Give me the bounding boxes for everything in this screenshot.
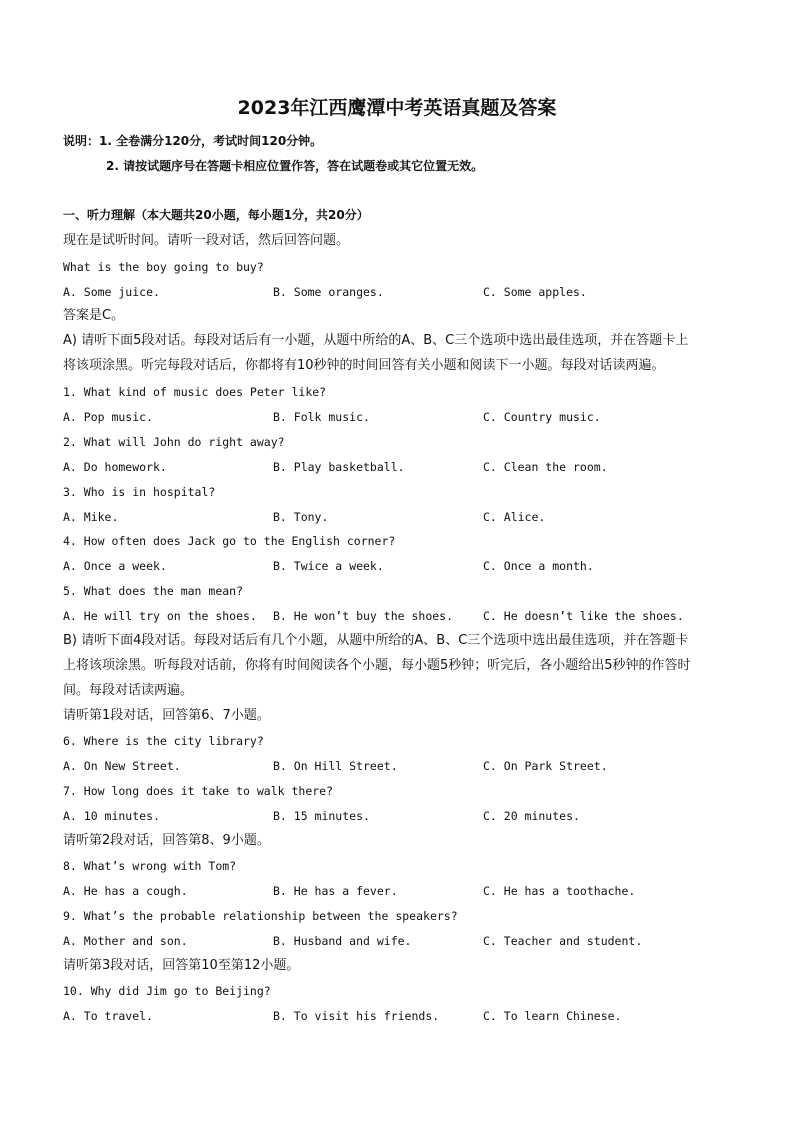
- dialog-3-intro: 请听第3段对话，回答第10至第12小题。: [63, 958, 300, 973]
- question-3: 3. Who is in hospital?: [63, 485, 216, 499]
- question-10-option-c: C. To learn Chinese.: [483, 1009, 622, 1023]
- question-8: 8. What’s wrong with Tom?: [63, 859, 237, 873]
- question-6: 6. Where is the city library?: [63, 734, 264, 748]
- question-1-option-c: C. Country music.: [483, 410, 601, 424]
- question-7-option-c: C. 20 minutes.: [483, 809, 580, 823]
- question-7: 7. How long does it take to walk there?: [63, 784, 334, 798]
- question-6-option-c: C. On Park Street.: [483, 759, 608, 773]
- question-10-option-a: A. To travel.: [63, 1009, 154, 1023]
- question-3-option-a: A. Mike.: [63, 510, 119, 524]
- question-4-option-c: C. Once a month.: [483, 559, 594, 573]
- question-5-option-c: C. He doesn’t like the shoes.: [483, 609, 684, 623]
- sample-intro: 现在是试听时间。请听一段对话，然后回答问题。: [63, 233, 350, 248]
- partB-instruction-line-2: 上将该项涂黑。听每段对话前，你将有时间阅读各个小题，每小题5秒钟；听完后，各小题给出5秒钟的作答时: [63, 658, 691, 673]
- question-9-option-c: C. Teacher and student.: [483, 934, 643, 948]
- question-7-option-a: A. 10 minutes.: [63, 809, 160, 823]
- notes-item-2: 2. 请按试题序号在答题卡相应位置作答，答在试题卷或其它位置无效。: [106, 159, 484, 173]
- question-5-option-b: B. He won’t buy the shoes.: [273, 609, 454, 623]
- question-2-option-a: A. Do homework.: [63, 460, 167, 474]
- question-10: 10. Why did Jim go to Beijing?: [63, 984, 271, 998]
- question-6-option-a: A. On New Street.: [63, 759, 181, 773]
- sample-answer: 答案是C。: [63, 308, 125, 323]
- dialog-1-intro: 请听第1段对话，回答第6、7小题。: [63, 708, 270, 723]
- question-8-option-b: B. He has a fever.: [273, 884, 398, 898]
- question-6-option-b: B. On Hill Street.: [273, 759, 398, 773]
- sample-option-b: B. Some oranges.: [273, 285, 384, 299]
- question-7-option-b: B. 15 minutes.: [273, 809, 370, 823]
- question-8-option-c: C. He has a toothache.: [483, 884, 636, 898]
- partA-instruction-line-2: 将该项涂黑。听完每段对话后，你都将有10秒钟的时间回答有关小题和阅读下一小题。每段对话读两遍。: [63, 358, 665, 373]
- sample-question: What is the boy going to buy?: [63, 260, 264, 274]
- page-title: 2023年江西鹰潭中考英语真题及答案: [237, 97, 557, 119]
- question-2: 2. What will John do right away?: [63, 435, 285, 449]
- question-1-option-b: B. Folk music.: [273, 410, 370, 424]
- question-2-option-b: B. Play basketball.: [273, 460, 405, 474]
- sample-option-a: A. Some juice.: [63, 285, 160, 299]
- question-4-option-b: B. Twice a week.: [273, 559, 384, 573]
- partB-instruction-line-1: B) 请听下面4段对话。每段对话后有几个小题，从题中所给的A、B、C三个选项中选出最佳选项，并在答题卡: [63, 633, 689, 648]
- question-4-option-a: A. Once a week.: [63, 559, 167, 573]
- question-3-option-b: B. Tony.: [273, 510, 329, 524]
- question-9: 9. What’s the probable relationship between the speakers?: [63, 909, 458, 923]
- partA-instruction-line-1: A) 请听下面5段对话。每段对话后有一小题，从题中所给的A、B、C三个选项中选出最佳选项，并在答题卡上: [63, 333, 689, 348]
- sample-option-c: C. Some apples.: [483, 285, 587, 299]
- question-1: 1. What kind of music does Peter like?: [63, 385, 327, 399]
- question-2-option-c: C. Clean the room.: [483, 460, 608, 474]
- dialog-2-intro: 请听第2段对话，回答第8、9小题。: [63, 833, 270, 848]
- question-4: 4. How often does Jack go to the English corner?: [63, 534, 396, 548]
- question-5: 5. What does the man mean?: [63, 584, 244, 598]
- question-10-option-b: B. To visit his friends.: [273, 1009, 440, 1023]
- partB-instruction-line-3: 间。每段对话读两遍。: [63, 683, 194, 698]
- notes-item-1: 说明：1. 全卷满分120分，考试时间120分钟。: [63, 134, 323, 148]
- section-heading: 一、听力理解（本大题共20小题，每小题1分，共20分）: [63, 208, 369, 222]
- question-1-option-a: A. Pop music.: [63, 410, 154, 424]
- question-3-option-c: C. Alice.: [483, 510, 546, 524]
- question-5-option-a: A. He will try on the shoes.: [63, 609, 257, 623]
- question-9-option-a: A. Mother and son.: [63, 934, 188, 948]
- question-8-option-a: A. He has a cough.: [63, 884, 188, 898]
- question-9-option-b: B. Husband and wife.: [273, 934, 412, 948]
